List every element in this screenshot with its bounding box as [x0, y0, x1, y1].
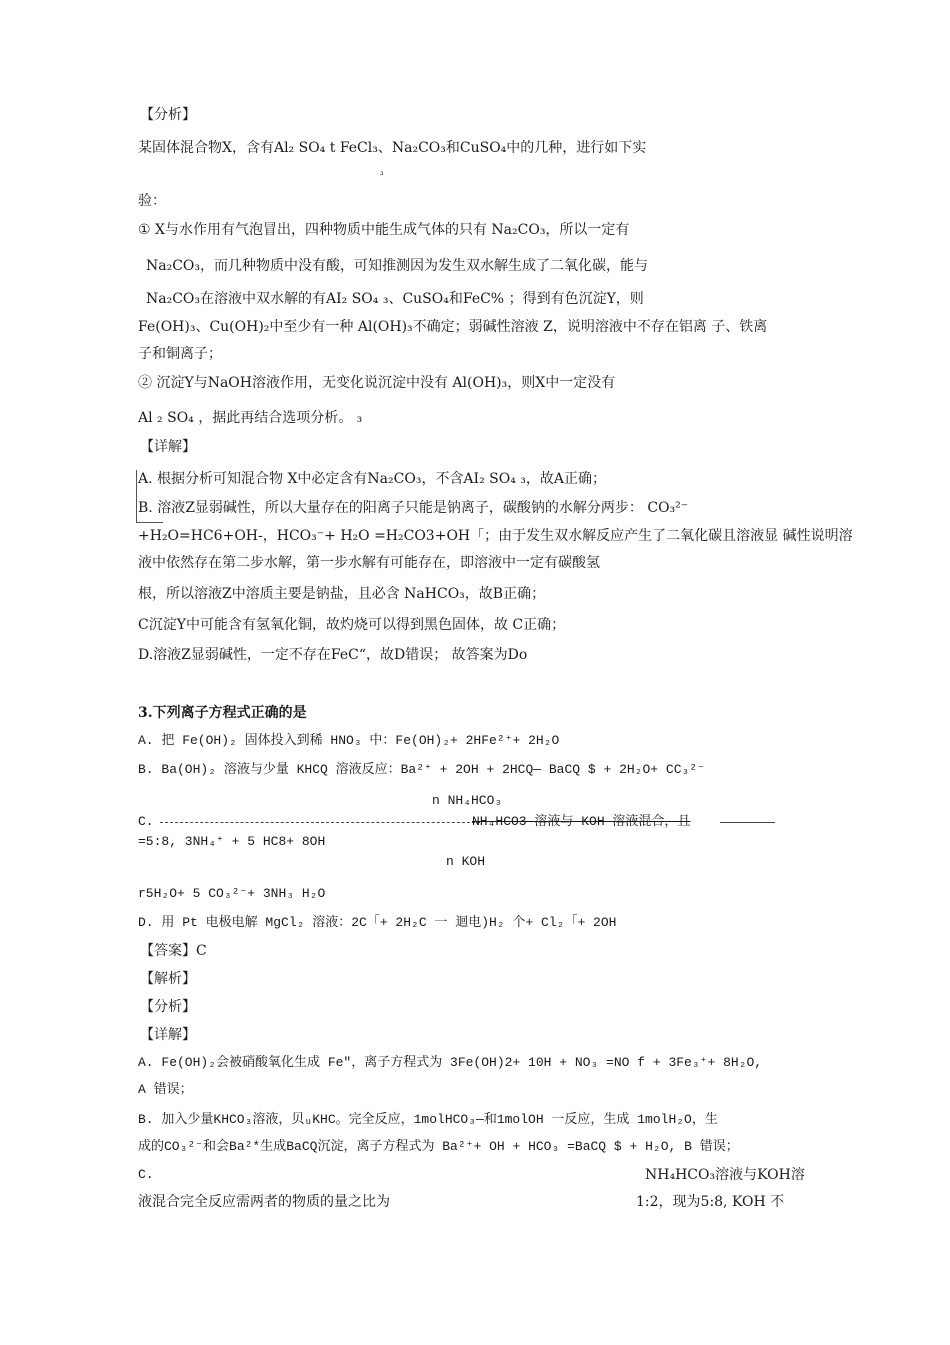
option-a-line: A. 根据分析可知混合物 X中必定含有Na₂CO₃，不含AI₂ SO₄ ₃，故A正确； — [138, 471, 606, 487]
explanation-c-continued: 液混合完全反应需两者的物质的量之比为 — [138, 1194, 390, 1210]
paragraph-line: ② 沉淀Y与NaOH溶液作用，无变化说沉淀中没有 Al(OH)₃，则X中一定没有 — [138, 375, 616, 391]
paragraph-line: 液中依然存在第二步水解，第一步水解有可能存在，即溶液中一定有碳酸氢 — [138, 555, 600, 571]
question-option-c-equation: r5H₂O+ 5 CO₃²⁻+ 3NH₃ H₂O — [138, 886, 326, 901]
paragraph-line: C沉淀Y中可能含有氢氧化铜，故灼烧可以得到黑色固体，故 C正确； — [138, 617, 566, 633]
paragraph-line: 某固体混合物X，含有Al₂ SO₄ t FeCl₃、Na₂CO₃和CuSO₄中的几种，进行如下实 — [138, 140, 647, 156]
question-option-c-equation: =5:8, 3NH₄⁺ + 5 HC8+ 8OH — [138, 834, 326, 849]
answer-label: 【答案】C — [140, 943, 207, 959]
paragraph-line: Na₂CO₃在溶液中双水解的有AI₂ SO₄ ₃、CuSO₄和FeC% ；得到有色沉淀Y，则 — [146, 291, 644, 307]
section-heading-detail: 【详解】 — [140, 1027, 196, 1043]
section-heading-analysis: 【分析】 — [140, 999, 196, 1015]
explanation-b: B. 加入少量KHCO₃溶液，贝ᵤKHC。完全反应，1molHCO₃—和1molOH 一反应，生成 1molH₂O，生 — [138, 1112, 718, 1127]
paragraph-line: Al ₂ SO₄ ，据此再结合选项分析。 ₃ — [138, 410, 363, 426]
explanation-c-label: C. — [138, 1167, 154, 1182]
fraction-bar — [160, 822, 480, 823]
paragraph-line: Na₂CO₃，而几种物质中没有酸，可知推测因为发生双水解生成了二氧化碳，能与 — [146, 258, 649, 274]
explanation-a-result: A 错误； — [138, 1082, 193, 1097]
section-heading-detail: 【详解】 — [140, 439, 196, 455]
question-title: 3.下列离子方程式正确的是 — [138, 705, 307, 721]
question-option-b: B. Ba(OH)₂ 溶液与少量 KHCQ 溶液反应：Ba²⁺ + 2OH + 2HCQ— BaCQ $ + 2H₂O+ CC₃²⁻ — [138, 762, 705, 777]
paragraph-line: 根，所以溶液Z中溶质主要是钠盐，且必含 NaHCO₃，故B正确； — [138, 586, 546, 602]
paragraph-line: D.溶液Z显弱碱性，一定不存在FeC“，故D错误； 故答案为Do — [138, 647, 528, 663]
fraction-denominator: n KOH — [446, 854, 486, 869]
explanation-a: A. Fe(OH)₂会被硝酸氧化生成 Fe"，离子方程式为 3Fe(OH)2+ 10H + NO₃ =NO f + 3Fe₃⁺+ 8H₂O, — [138, 1055, 763, 1070]
paragraph-line: Fe(OH)₃、Cu(OH)₂中至少有一种 Al(OH)₃不确定；弱碱性溶液 Z，说明溶液中不存在铝离 子、铁离 — [138, 319, 768, 335]
question-option-d: D. 用 Pt 电极电解 MgCl₂ 溶液：2C「+ 2H₂C 一 迴电)H₂ 个+ Cl₂「+ 2OH — [138, 915, 617, 930]
question-option-c-label: C. — [138, 814, 154, 829]
paragraph-line: 验： — [138, 193, 166, 209]
fraction-numerator: n NH₄HCO₃ — [432, 793, 503, 808]
explanation-c-text: NH₄HCO₃溶液与KOH溶 — [645, 1167, 805, 1183]
question-option-c-text: NH₄HCO3 溶液与 KOH 溶液混合，且 — [472, 814, 691, 829]
question-option-a: A. 把 Fe(OH)₂ 固体投入到稀 HNO₃ 中：Fe(OH)₂+ 2HFe²⁺+ 2H₂O — [138, 733, 560, 748]
fraction-bar-tail — [720, 822, 775, 823]
option-b-line: B. 溶液Z显弱碱性，所以大量存在的阳离子只能是钠离子，碳酸钠的水解分两步： CO₃²⁻ — [138, 500, 689, 516]
paragraph-line: 子和铜离子； — [138, 346, 222, 362]
explanation-c-ratio: 1:2，现为5:8, KOH 不 — [636, 1194, 785, 1210]
section-heading-analysis: 【分析】 — [140, 107, 196, 123]
section-heading-explanation: 【解析】 — [140, 971, 196, 987]
paragraph-line: ① X与水作用有气泡冒出，四种物质中能生成气体的只有 Na₂CO₃，所以一定有 — [138, 222, 630, 238]
explanation-b-continued: 成的CO₃²⁻和会Ba²*生成BaCQ沉淀，离子方程式为 Ba²⁺+ OH + HCO₃ =BaCQ $ + H₂O, B 错误； — [138, 1139, 739, 1154]
paragraph-line: +H₂O=HC6+OH-，HCO₃⁻+ H₂O =H₂CO3+OH「；由于发生双水解反应产生了二氧化碳且溶液显 碱性说明溶 — [138, 528, 853, 544]
subscript-fragment: ₃ — [380, 168, 384, 178]
